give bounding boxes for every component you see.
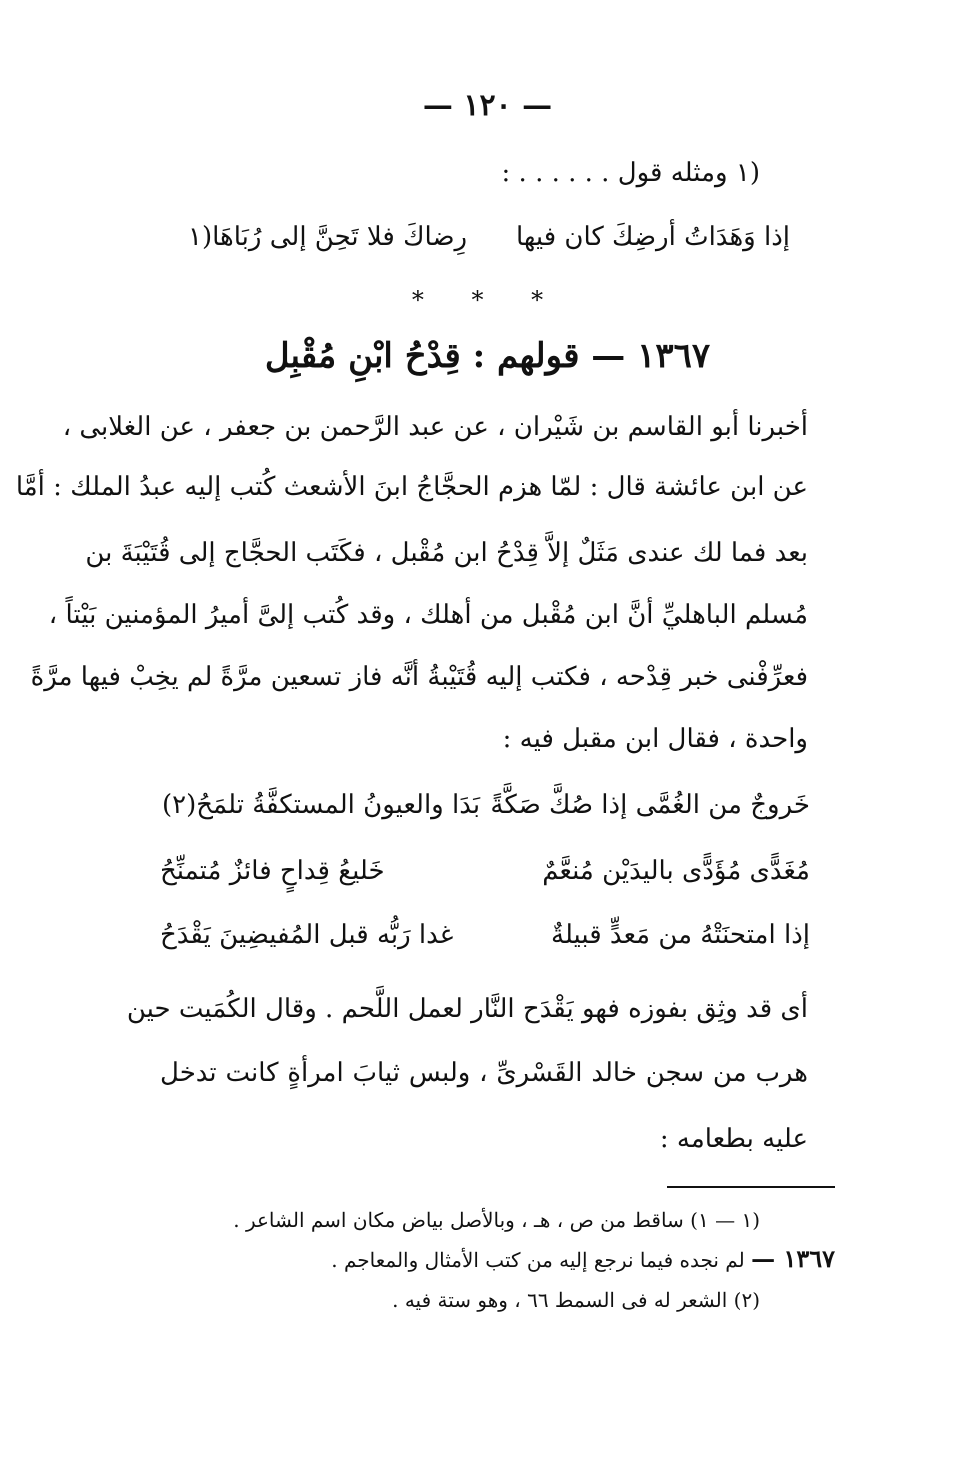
footnote-text: لم نجده فيما نرجع إليه من كتب الأمثال والمعاجم . (331, 1248, 745, 1272)
verse-second-hemistich: غدا رَبُّه قبل المُفيضِينَ يَقْدَحُ (160, 920, 454, 950)
paragraph-line: عن ابن عائشة قال : لمّا هزم الحجَّاجُ ابنَ الأشعث كُتب إليه عبدُ الملك : أمَّا (15, 472, 808, 502)
intro-line: (١ ومثله قول . . . . . . : (501, 158, 760, 188)
footnote (331, 1244, 835, 1273)
intro-verse-first-hemistich: إذا وَهَدَاتُ أرضِكَ كان فيها (515, 222, 790, 252)
verse-first-hemistich: خَروجٌ من الغُمَّى إذا صُكَّ صَكَّةً (490, 790, 810, 820)
closing-line: هرب من سجن خالد القَسْرىِّ ، ولبس ثيابَ امرأةٍ كانت تدخل (160, 1058, 808, 1088)
verse-first-hemistich: مُغَدًّى مُؤَدًّى باليدَيْن مُنعَّمٌ (542, 856, 810, 886)
footnote: (١ — ١) ساقط من ص ، هـ ، وبالأصل بياض مكان اسم الشاعر . (233, 1208, 760, 1232)
closing-line: عليه بطعامه : (659, 1124, 808, 1154)
paragraph-line: واحدة ، فقال ابن مقبل فيه : (502, 724, 808, 754)
section-heading: ١٣٦٧ — قولهم : قِدْحُ ابْنِ مُقْبِل (264, 336, 711, 376)
paragraph-line: مُسلم الباهليِّ أنَّ ابن مُقْبل من أهلك ، وقد كُتب إلىَّ أميرُ المؤمنين بَيْتاً ، (48, 600, 808, 630)
intro-verse-second-hemistich: رِضاكَ فلا تَحِنَّ إلى رُبَاهَا(١ (188, 222, 468, 252)
footnote-section-label: ١٣٦٧ — (751, 1244, 835, 1273)
verse-second-hemistich: بَدَا والعيونُ المستكفَّةُ تلمَحُ(٢) (162, 790, 481, 820)
paragraph-line: أخبرنا أبو القاسم بن شَيْران ، عن عبد الرَّحمن بن جعفر ، عن الغلابى ، (62, 412, 808, 442)
footnote-divider (667, 1186, 835, 1188)
section-separator: * * * (411, 286, 564, 314)
paragraph-line: بعد فما لك عندى مَثَلٌ إلاَّ قِدْحُ ابن مُقْبل ، فكَتَب الحجَّاج إلى قُتَيْبَةَ بن (85, 538, 808, 568)
paragraph-line: فعرِّفْنى خبر قِدْحه ، فكتب إليه قُتَيْبةُ أنَّه فاز تسعين مرَّةً لم يخِبْ فيها مرَّةً (30, 662, 808, 692)
footnote: (٢) الشعر له فى السمط ٦٦ ، وهو ستة فيه . (392, 1288, 760, 1312)
closing-line: أى قد وثِق بفوزه فهو يَقْدَح النَّار لعمل اللَّحم . وقال الكُمَيت حين (126, 994, 808, 1024)
page-number: — ١٢٠ — (422, 88, 553, 123)
verse-second-hemistich: خَليعُ قِداحٍ فائزٌ مُتمنِّحُ (160, 856, 385, 886)
verse-first-hemistich: إذا امتحنَتْهُ من مَعدٍّ قبيلةٌ (551, 920, 810, 950)
